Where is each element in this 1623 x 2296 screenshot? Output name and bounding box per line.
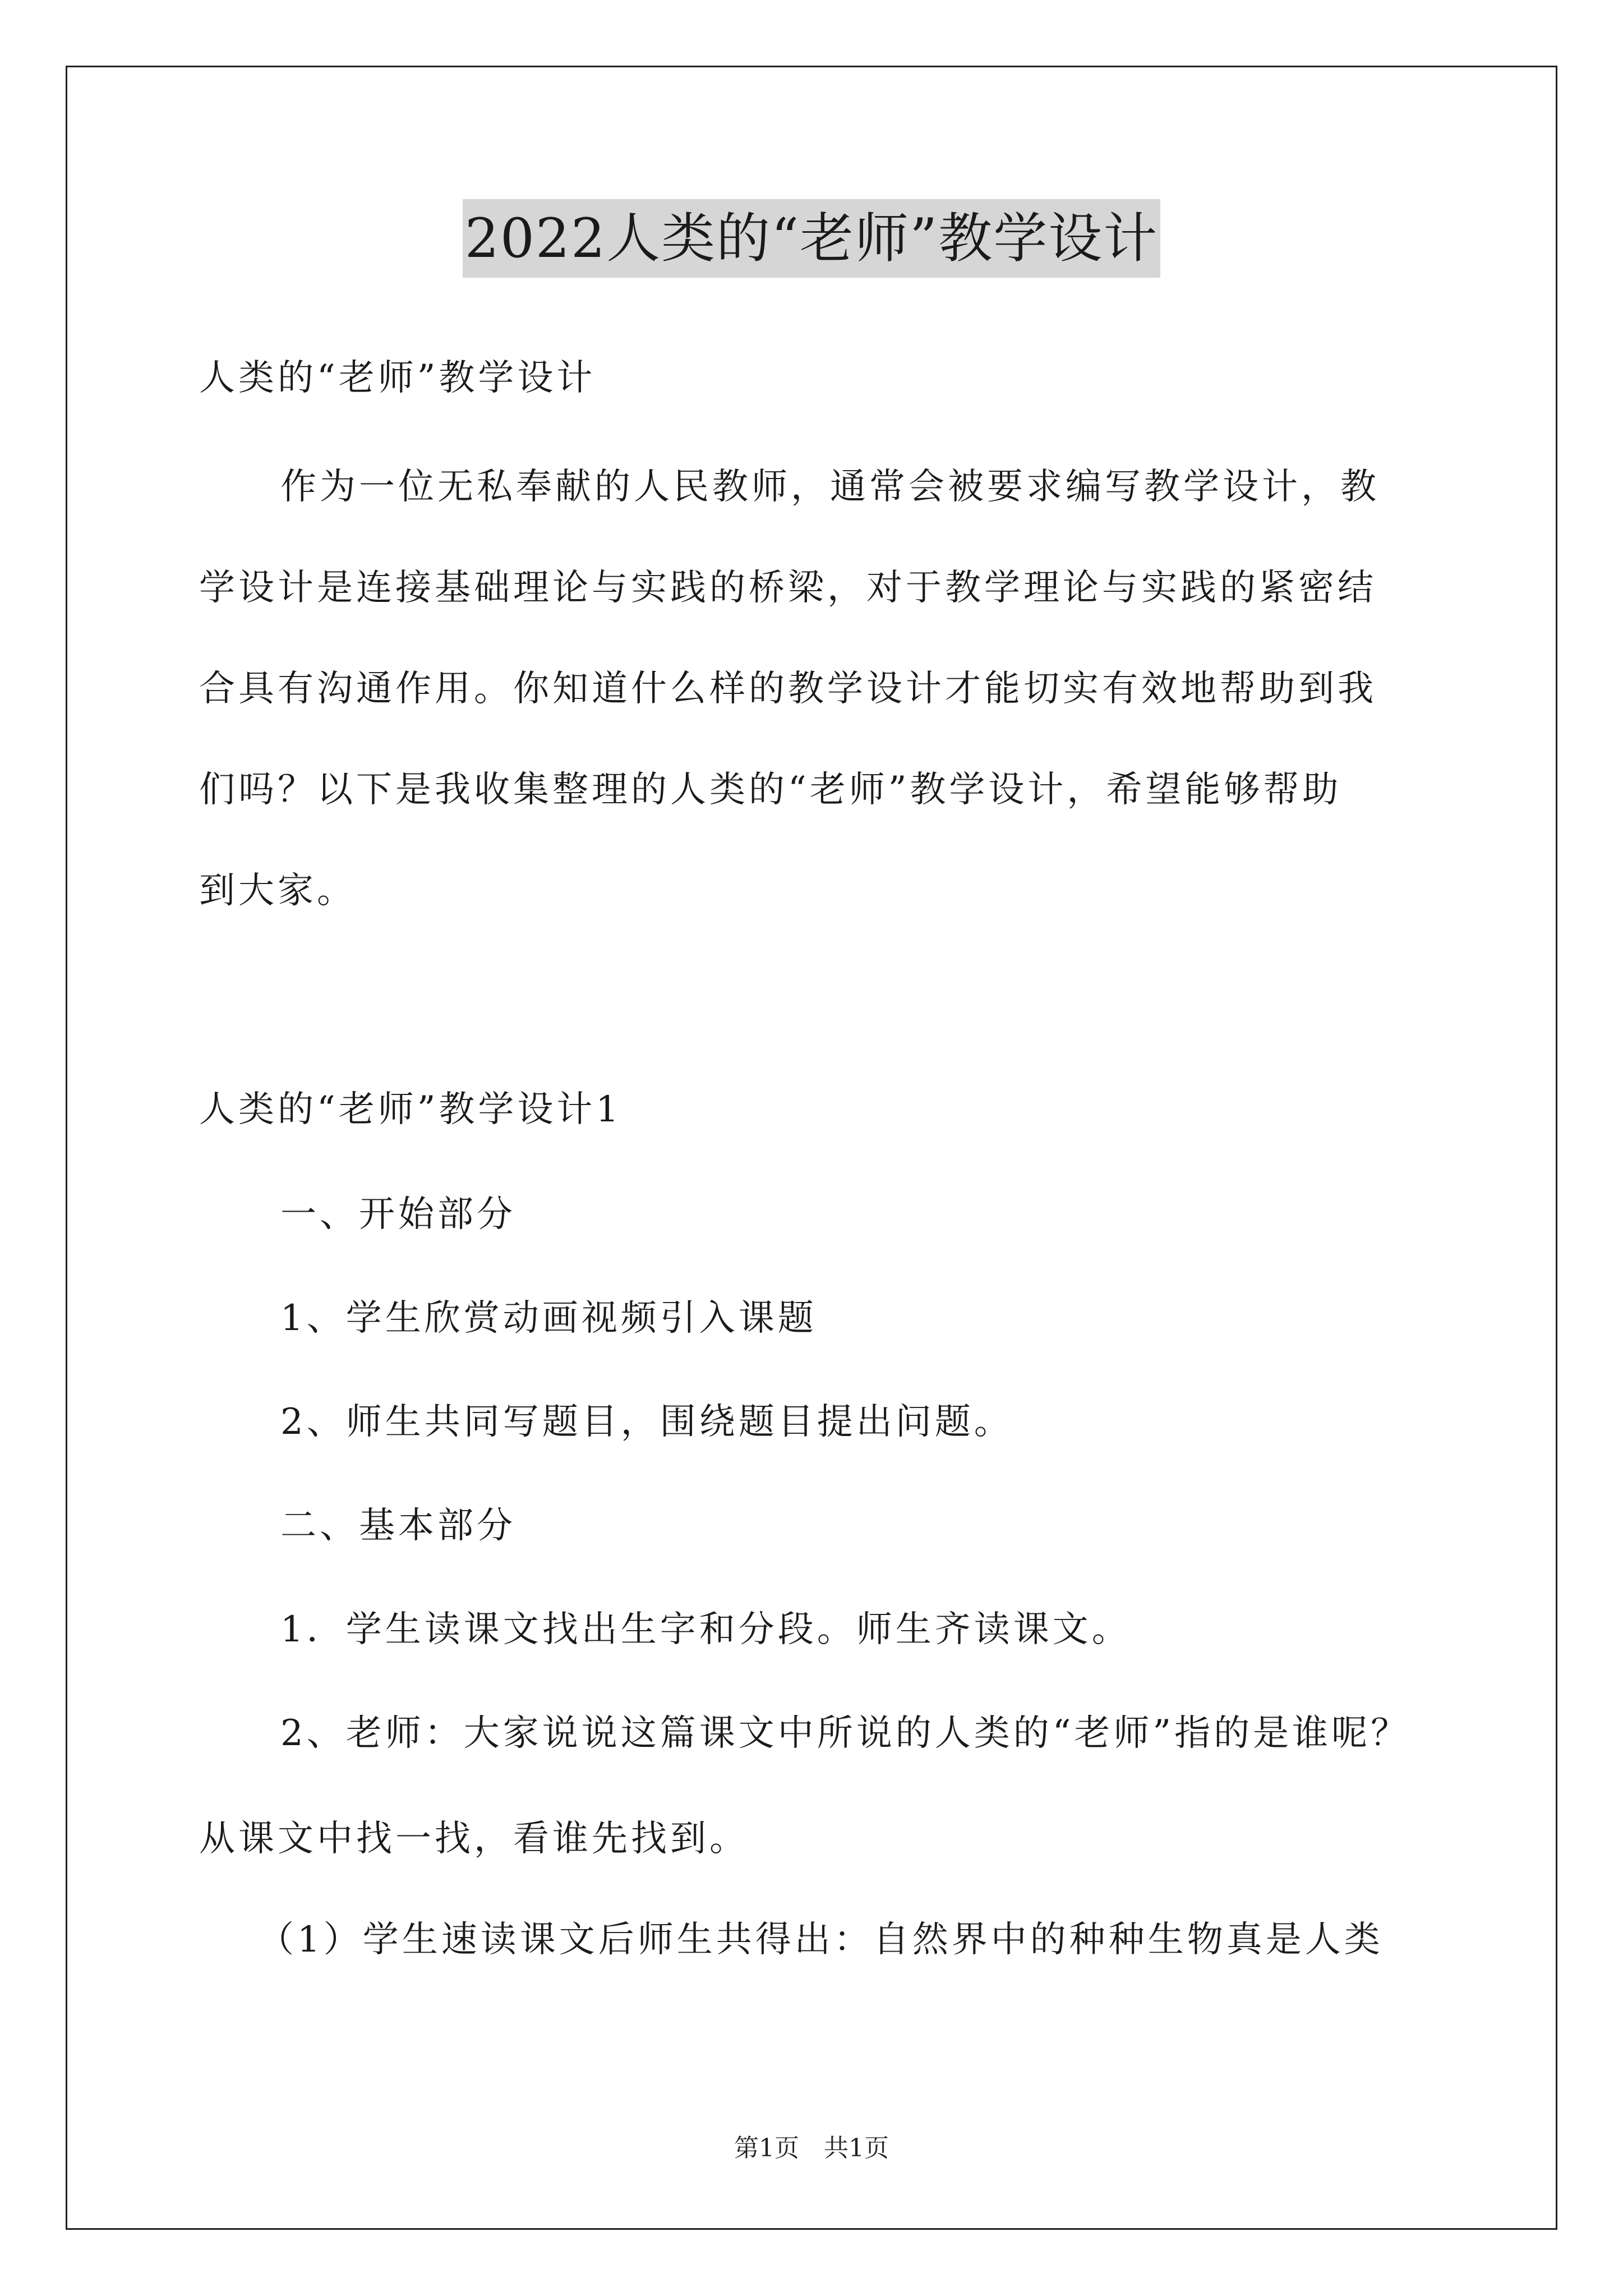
body-line: 一、开始部分 bbox=[280, 1194, 516, 1235]
body-line: 们吗？以下是我收集整理的人类的“老师”教学设计，希望能够帮助 bbox=[199, 769, 1342, 811]
body-line: 1．学生读课文找出生字和分段。师生齐读课文。 bbox=[280, 1609, 1131, 1650]
body-line: 学设计是连接基础理论与实践的桥梁，对于教学理论与实践的紧密结 bbox=[199, 567, 1377, 609]
document-title: 2022人类的“老师”教学设计 bbox=[463, 199, 1160, 278]
body-line: 2、老师：大家说说这篇课文中所说的人类的“老师”指的是谁呢？ bbox=[280, 1713, 1410, 1754]
title-wrap bbox=[0, 199, 1623, 278]
body-line: 到大家。 bbox=[199, 870, 356, 912]
body-line: 1、学生欣赏动画视频引入课题 bbox=[280, 1297, 817, 1339]
body-line: 合具有沟通作用。你知道什么样的教学设计才能切实有效地帮助到我 bbox=[199, 668, 1377, 710]
subtitle-line: 人类的“老师”教学设计 bbox=[199, 357, 596, 399]
body-line: 从课文中找一找，看谁先找到。 bbox=[199, 1818, 749, 1860]
body-line: （1）学生速读课文后师生共得出：自然界中的种种生物真是人类 bbox=[258, 1919, 1384, 1961]
page-footer: 第1页 共1页 bbox=[734, 2134, 889, 2162]
section-heading: 人类的“老师”教学设计1 bbox=[199, 1089, 623, 1130]
body-line: 作为一位无私奉献的人民教师，通常会被要求编写教学设计，教 bbox=[280, 466, 1380, 508]
body-line: 二、基本部分 bbox=[280, 1505, 516, 1547]
body-line: 2、师生共同写题目，围绕题目提出问题。 bbox=[280, 1401, 1013, 1443]
